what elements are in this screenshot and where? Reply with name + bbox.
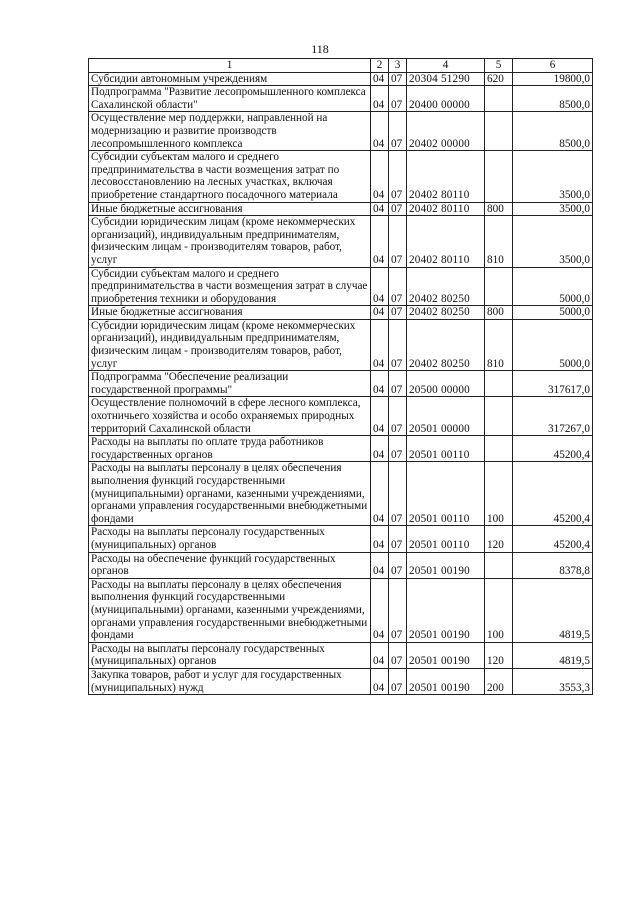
- row-target-code: 20501 00110: [407, 462, 485, 526]
- row-expense-type: [485, 397, 513, 436]
- row-expense-type: [485, 267, 513, 306]
- row-section: 04: [371, 397, 389, 436]
- row-amount: 8378,8: [513, 552, 593, 578]
- row-amount: 45200,4: [513, 462, 593, 526]
- row-subsection: 07: [389, 371, 407, 397]
- row-expense-type: [485, 436, 513, 462]
- row-amount: 3500,0: [513, 216, 593, 267]
- row-subsection: 07: [389, 86, 407, 112]
- table-row: [89, 72, 593, 86]
- row-section: 04: [371, 436, 389, 462]
- row-section: 04: [371, 462, 389, 526]
- row-subsection: 07: [389, 552, 407, 578]
- row-section: 04: [371, 319, 389, 370]
- row-expense-type: 100: [485, 462, 513, 526]
- table-header-row: [89, 59, 593, 73]
- table-row: [89, 642, 593, 668]
- table-row: [89, 267, 593, 306]
- row-target-code: 20501 00190: [407, 642, 485, 668]
- row-amount: 3500,0: [513, 202, 593, 216]
- row-subsection: 07: [389, 436, 407, 462]
- row-name: Подпрограмма "Обеспечение реализации государственной программы": [89, 371, 371, 397]
- row-amount: 317617,0: [513, 371, 593, 397]
- column-header: 6: [513, 59, 593, 73]
- row-expense-type: 620: [485, 72, 513, 86]
- row-expense-type: 120: [485, 526, 513, 552]
- row-section: 04: [371, 112, 389, 151]
- table-row: [89, 216, 593, 267]
- row-target-code: 20402 00000: [407, 112, 485, 151]
- table-row: [89, 86, 593, 112]
- row-expense-type: 200: [485, 668, 513, 694]
- row-section: 04: [371, 526, 389, 552]
- row-subsection: 07: [389, 642, 407, 668]
- table-row: [89, 462, 593, 526]
- row-target-code: 20501 00110: [407, 526, 485, 552]
- row-target-code: 20500 00000: [407, 371, 485, 397]
- row-section: 04: [371, 306, 389, 320]
- row-subsection: 07: [389, 668, 407, 694]
- row-name: Осуществление полномочий в сфере лесного комплекса, охотничьего хозяйства и особо охраняемых природных территорий Сахалинской области: [89, 397, 371, 436]
- row-name: Иные бюджетные ассигнования: [89, 306, 371, 320]
- table-row: [89, 202, 593, 216]
- row-section: 04: [371, 72, 389, 86]
- row-expense-type: [485, 151, 513, 202]
- row-name: Субсидии субъектам малого и среднего предпринимательства в части возмещения затрат в случае приобретения техники и оборудования: [89, 267, 371, 306]
- row-section: 04: [371, 86, 389, 112]
- row-target-code: 20400 00000: [407, 86, 485, 112]
- row-target-code: 20402 80250: [407, 319, 485, 370]
- row-subsection: 07: [389, 526, 407, 552]
- row-target-code: 20501 00190: [407, 552, 485, 578]
- row-subsection: 07: [389, 216, 407, 267]
- row-name: Субсидии юридическим лицам (кроме некоммерческих организаций), индивидуальным предпринимателям, физическим лицам - производителям товаров, работ, услуг: [89, 216, 371, 267]
- row-name: Осуществление мер поддержки, направленной на модернизацию и развитие производств лесопромышленного комплекса: [89, 112, 371, 151]
- table-row: [89, 668, 593, 694]
- row-section: 04: [371, 151, 389, 202]
- row-section: 04: [371, 267, 389, 306]
- row-amount: 5000,0: [513, 319, 593, 370]
- row-subsection: 07: [389, 267, 407, 306]
- row-amount: 5000,0: [513, 306, 593, 320]
- row-expense-type: 800: [485, 202, 513, 216]
- row-expense-type: 120: [485, 642, 513, 668]
- row-expense-type: 800: [485, 306, 513, 320]
- row-section: 04: [371, 668, 389, 694]
- row-target-code: 20402 80250: [407, 267, 485, 306]
- column-header: 5: [485, 59, 513, 73]
- row-expense-type: 810: [485, 216, 513, 267]
- row-subsection: 07: [389, 72, 407, 86]
- budget-table: [88, 58, 593, 695]
- table-row: [89, 436, 593, 462]
- row-name: Расходы на выплаты персоналу в целях обеспечения выполнения функций государственными (муниципальными) органами, казенными учреждениями, органами управления государственными внебюджетными фондами: [89, 578, 371, 642]
- row-section: 04: [371, 642, 389, 668]
- column-header: 1: [89, 59, 371, 73]
- row-amount: 5000,0: [513, 267, 593, 306]
- row-target-code: 20501 00190: [407, 578, 485, 642]
- table-row: [89, 526, 593, 552]
- table-row: [89, 578, 593, 642]
- row-subsection: 07: [389, 578, 407, 642]
- row-expense-type: [485, 371, 513, 397]
- row-target-code: 20402 80250: [407, 306, 485, 320]
- row-name: Расходы на выплаты персоналу государственных (муниципальных) органов: [89, 526, 371, 552]
- row-amount: 45200,4: [513, 436, 593, 462]
- row-name: Закупка товаров, работ и услуг для государственных (муниципальных) нужд: [89, 668, 371, 694]
- table-row: [89, 397, 593, 436]
- row-amount: 4819,5: [513, 578, 593, 642]
- row-name: Расходы на обеспечение функций государственных органов: [89, 552, 371, 578]
- row-section: 04: [371, 552, 389, 578]
- row-amount: 8500,0: [513, 86, 593, 112]
- table-row: [89, 552, 593, 578]
- row-target-code: 20501 00110: [407, 436, 485, 462]
- table-row: [89, 306, 593, 320]
- row-expense-type: 810: [485, 319, 513, 370]
- page-number: 118: [311, 42, 329, 56]
- row-target-code: 20402 80110: [407, 216, 485, 267]
- row-section: 04: [371, 371, 389, 397]
- row-target-code: 20304 51290: [407, 72, 485, 86]
- row-section: 04: [371, 578, 389, 642]
- column-header: 3: [389, 59, 407, 73]
- row-expense-type: 100: [485, 578, 513, 642]
- row-expense-type: [485, 112, 513, 151]
- row-target-code: 20402 80110: [407, 151, 485, 202]
- row-amount: 4819,5: [513, 642, 593, 668]
- table-row: [89, 151, 593, 202]
- row-expense-type: [485, 552, 513, 578]
- row-target-code: 20501 00190: [407, 668, 485, 694]
- row-name: Расходы на выплаты по оплате труда работников государственных органов: [89, 436, 371, 462]
- row-subsection: 07: [389, 202, 407, 216]
- row-amount: 3500,0: [513, 151, 593, 202]
- table-row: [89, 112, 593, 151]
- row-amount: 19800,0: [513, 72, 593, 86]
- row-subsection: 07: [389, 462, 407, 526]
- row-name: Иные бюджетные ассигнования: [89, 202, 371, 216]
- row-section: 04: [371, 202, 389, 216]
- row-subsection: 07: [389, 319, 407, 370]
- row-subsection: 07: [389, 306, 407, 320]
- row-section: 04: [371, 216, 389, 267]
- row-target-code: 20501 00000: [407, 397, 485, 436]
- row-target-code: 20402 80110: [407, 202, 485, 216]
- table-row: [89, 371, 593, 397]
- row-name: Расходы на выплаты персоналу государственных (муниципальных) органов: [89, 642, 371, 668]
- row-name: Субсидии юридическим лицам (кроме некоммерческих организаций), индивидуальным предпринимателям, физическим лицам - производителям товаров, работ, услуг: [89, 319, 371, 370]
- row-amount: 45200,4: [513, 526, 593, 552]
- row-subsection: 07: [389, 112, 407, 151]
- column-header: 2: [371, 59, 389, 73]
- row-subsection: 07: [389, 397, 407, 436]
- row-name: Субсидии субъектам малого и среднего предпринимательства в части возмещения затрат по лесовосстановлению на лесных участках, включая приобретение стандартного посадочного материала: [89, 151, 371, 202]
- row-name: Субсидии автономным учреждениям: [89, 72, 371, 86]
- row-name: Подпрограмма "Развитие лесопромышленного комплекса Сахалинской области": [89, 86, 371, 112]
- row-name: Расходы на выплаты персоналу в целях обеспечения выполнения функций государственными (муниципальными) органами, казенными учреждениями, органами управления государственными внебюджетными фондами: [89, 462, 371, 526]
- column-header: 4: [407, 59, 485, 73]
- row-amount: 8500,0: [513, 112, 593, 151]
- row-subsection: 07: [389, 151, 407, 202]
- row-amount: 3553,3: [513, 668, 593, 694]
- row-amount: 317267,0: [513, 397, 593, 436]
- row-expense-type: [485, 86, 513, 112]
- table-row: [89, 319, 593, 370]
